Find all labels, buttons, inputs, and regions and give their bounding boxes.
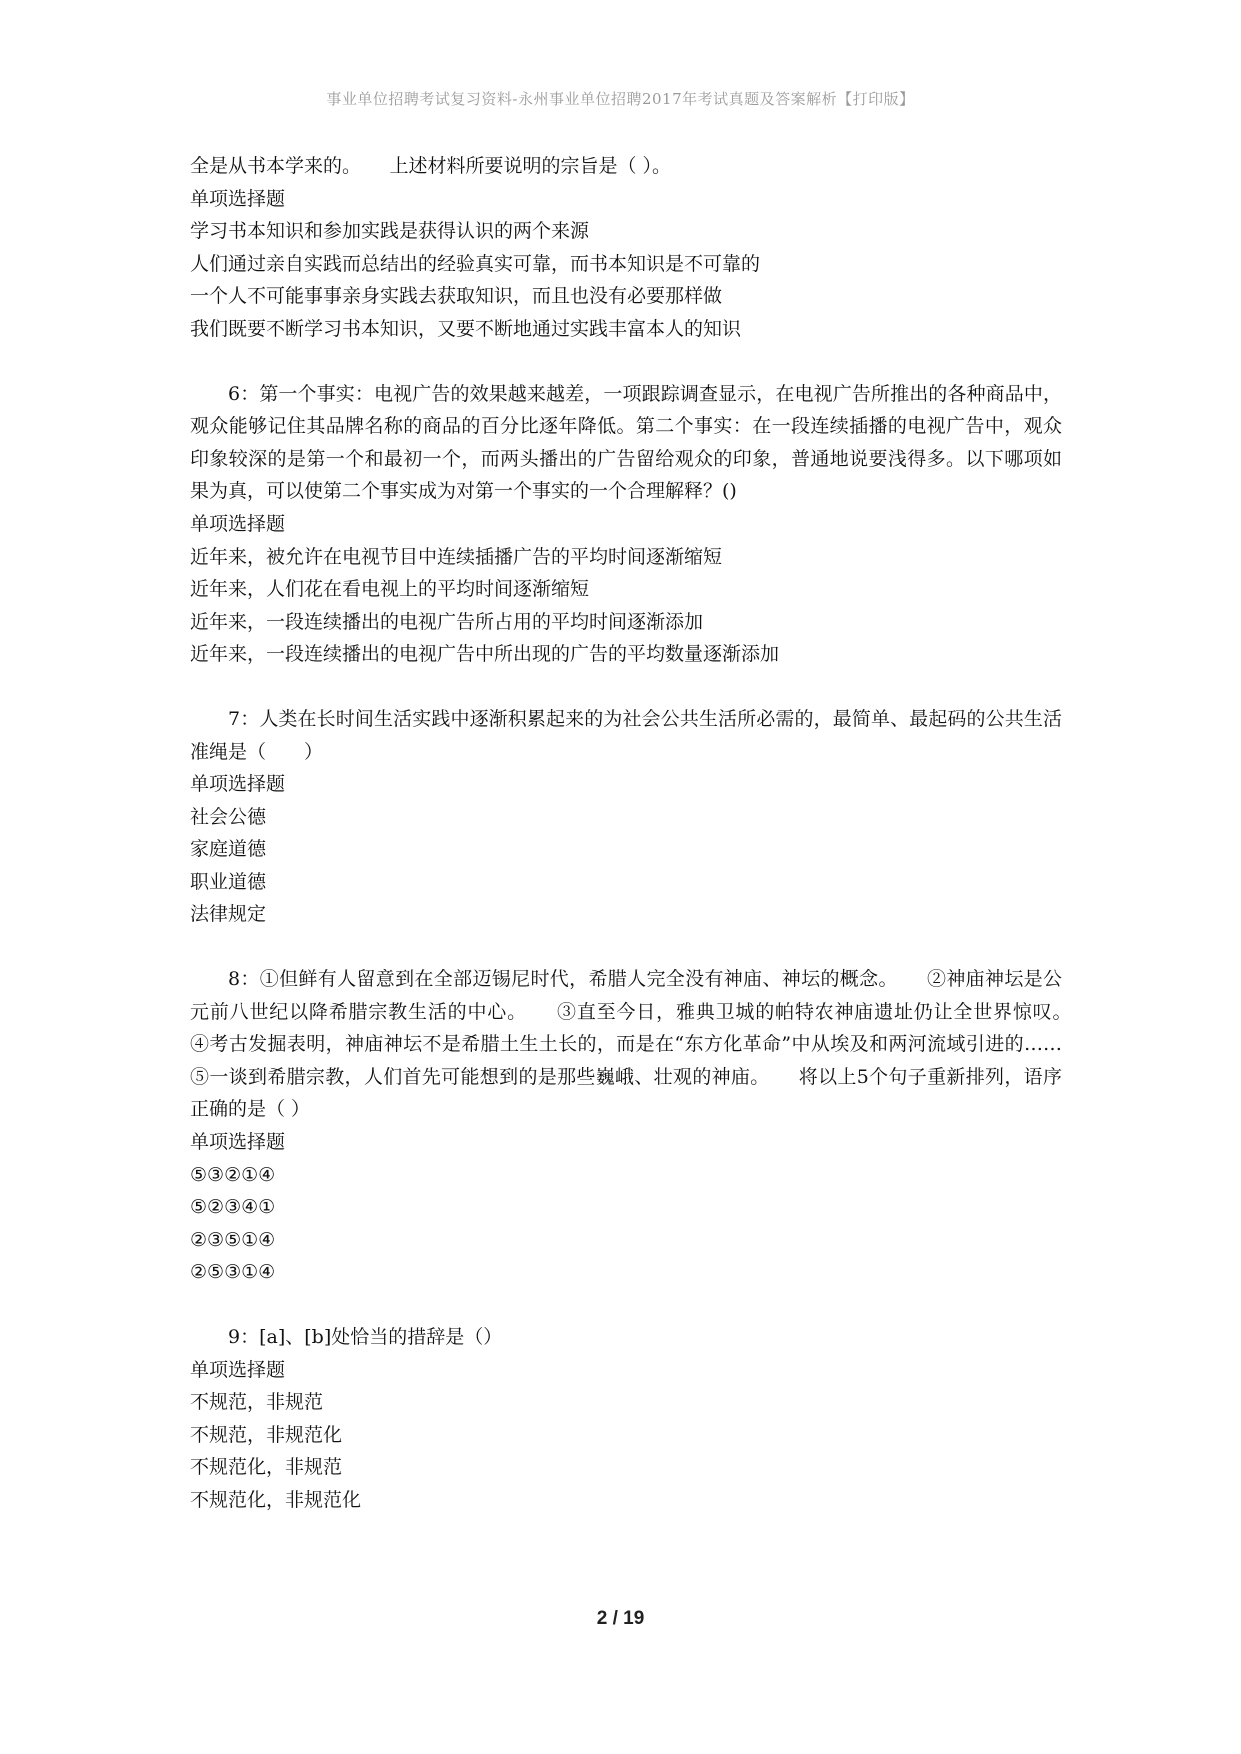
question-stem: 7：人类在长时间生活实践中逐渐积累起来的为社会公共生活所必需的，最简单、最起码的公共生活准绳是（ ） [190,707,1062,763]
option-a: 不规范，非规范 [190,1391,324,1414]
question-type: 单项选择题 [190,512,286,535]
document-body [190,150,1101,1517]
question-stem: 8：①但鲜有人留意到在全部迈锡尼时代，希腊人完全没有神庙、神坛的概念。 ②神庙神坛是公元前八世纪以降希腊宗教生活的中心。 ③直至今日，雅典卫城的帕特农神庙遗址仍让全世界惊叹。 ④考古发掘表明，神庙神坛不是希腊土生土长的，而是在“东方化革命”中从埃及和两河流域引进的…… ⑤一谈到希腊宗教，人们首先可能想到的是那些巍峨、壮观的神庙。 将以上5个句子重新排列，语序正确的是（ ） [190,968,1101,1121]
page-number: 2 / 19 [596,1608,645,1629]
question-type: 单项选择题 [190,1131,286,1154]
option-d: 法律规定 [190,903,267,926]
option-b: ⑤②③④① [190,1196,276,1219]
question-type: 单项选择题 [190,1358,286,1381]
page-header: 事业单位招聘考试复习资料-永州事业单位招聘2017年考试真题及答案解析【打印版】 [326,90,915,108]
option-c: 职业道德 [190,870,267,893]
option-d: 不规范化，非规范化 [190,1488,362,1511]
option-a: 社会公德 [190,805,267,828]
option-a: 学习书本知识和参加实践是获得认识的两个来源 [190,220,590,243]
option-a: 近年来，被允许在电视节目中连续插播广告的平均时间逐渐缩短 [190,545,723,568]
option-b: 家庭道德 [190,838,267,861]
option-b: 人们通过亲自实践而总结出的经验真实可靠，而书本知识是不可靠的 [190,252,761,275]
question-stem: 全是从书本学来的。 上述材料所要说明的宗旨是（ ）。 [190,155,672,177]
question-stem: 9：[a]、[b]处恰当的措辞是（） [228,1326,503,1348]
option-c: 近年来，一段连续播出的电视广告所占用的平均时间逐渐添加 [190,610,704,633]
option-d: 我们既要不断学习书本知识，又要不断地通过实践丰富本人的知识 [190,317,742,340]
question-8 [190,963,1101,1289]
option-c: 不规范化，非规范 [190,1456,343,1479]
question-stem: 6：第一个事实：电视广告的效果越来越差，一项跟踪调查显示，在电视广告所推出的各种商品中，观众能够记住其品牌名称的商品的百分比逐年降低。第二个事实：在一段连续插播的电视广告中，观众印象较深的是第一个和最初一个，而两头播出的广告留给观众的印象，普通地说要浅得多。以下哪项如果为真，可以使第二个事实成为对第一个事实的一个合理解释？() [190,382,1062,503]
question-5-continuation [190,150,1062,346]
question-7 [190,703,1062,931]
option-c: 一个人不可能事事亲身实践去获取知识，而且也没有必要那样做 [190,285,723,308]
option-d: 近年来，一段连续播出的电视广告中所出现的广告的平均数量逐渐添加 [190,643,780,666]
option-c: ②③⑤①④ [190,1228,276,1251]
question-9 [190,1321,1062,1517]
question-type: 单项选择题 [190,773,286,796]
option-b: 近年来，人们花在看电视上的平均时间逐渐缩短 [190,578,590,601]
question-6 [190,378,1062,671]
option-d: ②⑤③①④ [190,1261,276,1284]
question-type: 单项选择题 [190,187,286,210]
option-b: 不规范，非规范化 [190,1423,343,1446]
option-a: ⑤③②①④ [190,1163,276,1186]
